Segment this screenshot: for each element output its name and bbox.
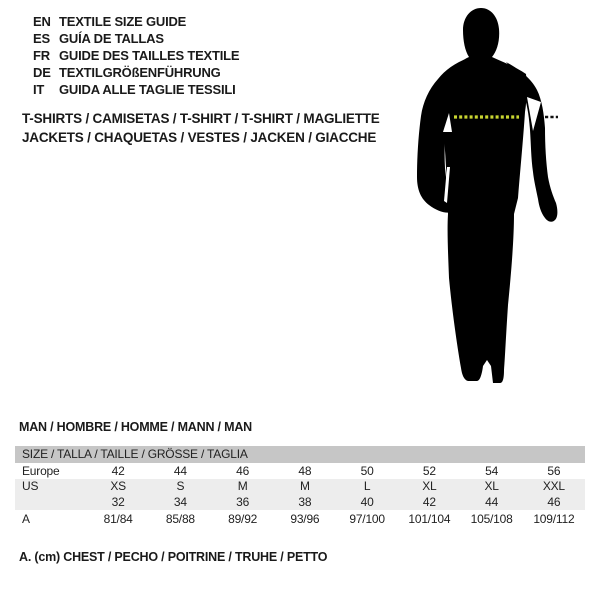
language-row-de (33, 64, 239, 81)
table-row-chest-a (15, 510, 585, 529)
category-line-tshirts: T-SHIRTS / CAMISETAS / T-SHIRT / T-SHIRT / MAGLIETTE (22, 111, 380, 126)
language-row-fr (33, 47, 239, 64)
table-cell: 46 (236, 463, 250, 478)
table-cell: 32 (111, 494, 125, 509)
table-cell: XL (422, 479, 437, 494)
table-cell: 44 (485, 494, 499, 509)
table-cell: 48 (298, 463, 312, 478)
table-cell: 56 (547, 463, 561, 478)
table-cell: 40 (360, 494, 374, 509)
language-code: DE (33, 65, 51, 80)
table-cell: 46 (547, 494, 561, 509)
table-cell: L (363, 479, 371, 494)
table-cell: 93/96 (290, 512, 320, 526)
size-table (15, 446, 585, 529)
table-cell: XS (110, 479, 126, 494)
language-list (33, 13, 239, 98)
table-cell: XL (484, 479, 499, 494)
table-cell: 42 (422, 494, 436, 509)
table-cell: 52 (422, 463, 436, 478)
language-label: TEXTILE SIZE GUIDE (59, 14, 187, 29)
table-cell: 85/88 (165, 512, 195, 526)
table-cell: M (299, 479, 310, 494)
table-cell: 38 (298, 494, 312, 509)
table-cell: 81/84 (103, 512, 133, 526)
language-label: GUÍA DE TALLAS (59, 31, 164, 46)
language-label: GUIDE DES TAILLES TEXTILE (59, 48, 240, 63)
table-cell: 42 (111, 463, 125, 478)
man-silhouette-figure (395, 0, 600, 400)
measurement-footnote: A. (cm) CHEST / PECHO / POITRINE / TRUHE / PETTO (19, 550, 328, 564)
language-row-es (33, 30, 239, 47)
language-label: GUIDA ALLE TAGLIE TESSILI (59, 82, 236, 97)
table-row-us (15, 479, 585, 495)
language-row-it (33, 81, 239, 98)
gender-heading: MAN / HOMBRE / HOMME / MANN / MAN (19, 420, 252, 434)
language-code: IT (33, 82, 45, 97)
table-cell: 34 (173, 494, 187, 509)
table-row-europe (15, 463, 585, 479)
man-silhouette-svg (395, 0, 600, 400)
category-lines (22, 110, 380, 147)
table-row-uk (15, 494, 585, 510)
table-cell: 54 (485, 463, 499, 478)
language-row-en (33, 13, 239, 30)
table-cell: S (176, 479, 185, 494)
table-cell: 50 (360, 463, 374, 478)
row-label: Europe (22, 463, 60, 478)
table-cell: 105/108 (470, 512, 513, 526)
table-cell: 36 (236, 494, 250, 509)
table-cell: 89/92 (228, 512, 258, 526)
size-table-header: SIZE / TALLA / TAILLE / GRÖSSE / TAGLIA (15, 446, 585, 463)
table-cell: 97/100 (349, 512, 385, 526)
language-code: ES (33, 31, 50, 46)
table-cell: XXL (542, 479, 565, 494)
row-label: US (22, 479, 39, 494)
language-code: EN (33, 14, 51, 29)
table-cell: M (237, 479, 248, 494)
language-code: FR (33, 48, 50, 63)
table-cell: 44 (173, 463, 187, 478)
table-cell: 109/112 (533, 512, 575, 526)
category-line-jackets: JACKETS / CHAQUETAS / VESTES / JACKEN / GIACCHE (22, 129, 377, 145)
row-label: A (22, 512, 30, 526)
language-label: TEXTILGRÖßENFÜHRUNG (59, 65, 221, 80)
table-cell: 101/104 (408, 512, 451, 526)
